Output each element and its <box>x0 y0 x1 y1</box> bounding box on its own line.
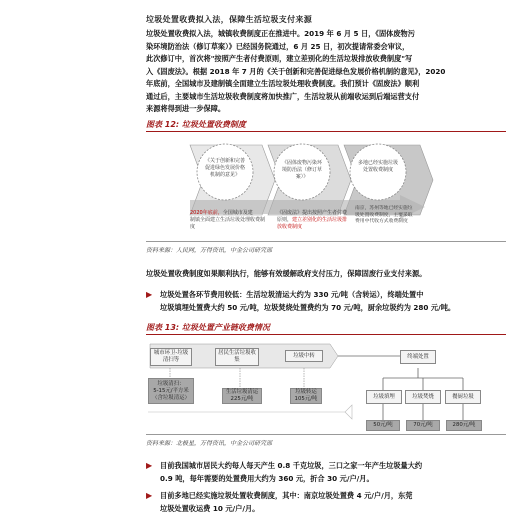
node-kitchen: 餐厨垃圾 <box>445 390 481 404</box>
bullet-marker: ▶ <box>146 461 153 470</box>
bullet-1-line: 垃圾处置各环节费用较低：生活垃圾清运大约为 330 元/吨（含转运），终端处置中 <box>160 290 424 299</box>
note-2-red-a: 建立差别化的 <box>292 217 323 223</box>
bullet-3 <box>160 490 510 515</box>
figure-13-bottom-rule <box>146 434 506 435</box>
note-1-text-a: 全国城市及建 <box>222 210 253 216</box>
bullet-2 <box>160 460 510 485</box>
note-3-text-b: 中代收方式收费制度 <box>364 219 408 224</box>
section-heading: 垃圾处置收费拟入法，保障生活垃圾支付来源 <box>146 15 312 24</box>
node-resident: 居民生活垃圾收集 <box>215 348 259 366</box>
fee-kitchen: 280元/吨 <box>446 420 482 431</box>
step-3-label: 多地已经实施垃圾处置收费制度 <box>357 160 398 173</box>
bullet-3-line: 垃圾处置收运费 10 元/户/月。 <box>160 503 260 513</box>
step-2-label: 《固体废物污染环境防治法（修订草案）》 <box>281 160 322 180</box>
node-collect: 城市环卫-垃圾清扫等 <box>150 348 192 366</box>
fee-cleaning <box>148 378 194 404</box>
figure-13-source: 资料来源：北极星，万得资讯，中金公司研究部 <box>146 440 273 447</box>
paragraph-line: 入《固废法》。根据 2018 年 7 月的《关于创新和完善促进绿色发展价格机制的意见》，2020 <box>146 66 446 76</box>
fee-cleaning-line: 5-15元/平方米 <box>153 387 189 394</box>
fee-cleaning-line: 垃圾清扫： <box>157 380 185 387</box>
paragraph-line: 染环境防治法（修订草案）》已经国务院通过，6 月 25 日，初次提请常委会审议， <box>146 41 410 51</box>
node-transfer: 垃圾中转 <box>285 350 323 362</box>
bullet-marker: ▶ <box>146 290 153 299</box>
fee-cleaning-line: （含垃圾清运） <box>152 394 190 401</box>
fee-collect-line: 生活垃圾清运 <box>225 389 259 395</box>
figure-12-title: 图表 12: 垃圾处置收费制度 <box>146 120 246 129</box>
fee-transfer <box>290 388 322 404</box>
node-incinerate: 垃圾焚烧 <box>405 390 441 404</box>
note-1-red: 2020年底前， <box>190 210 223 216</box>
bullet-1-line: 垃圾填埋处置费大约 50 元/吨，垃圾焚烧处置费约为 70 元/吨，厨余垃圾约为 280 元/吨。 <box>160 302 456 312</box>
note-1-text-b: 制镇全面建立生活垃 <box>190 217 236 223</box>
bullet-2-line: 目前我国城市居民大约每人每天产生 0.8 千克垃圾，三口之家一年产生垃圾量大约 <box>160 461 423 470</box>
fee-landfill: 50元/吨 <box>366 420 400 431</box>
figure-12-source: 资料来源：人民网，万得资讯，中金公司研究部 <box>146 247 273 254</box>
summary-paragraph: 垃圾处置收费制度如果顺利执行，能够有效缓解政府支付压力，保障固废行业支付来源。 <box>146 269 427 278</box>
note-3-text-a: 南京，苏州等地已经实施垃圾处置收费制度，主要采取费用 <box>355 206 413 224</box>
bullet-2-line: 0.9 吨，每年需要的处置费用大约为 360 元，折合 30 元/户/月。 <box>160 473 374 483</box>
figure-13-title: 图表 13: 垃圾处置产业链收费情况 <box>146 323 270 332</box>
fee-collect <box>222 388 262 404</box>
node-landfill: 垃圾填埋 <box>366 390 402 404</box>
paragraph-line: 年底前，全国城市及建制镇全面建立生活垃圾处理收费制度。我们预计《固废法》顺利 <box>146 79 420 88</box>
paragraph-line: 垃圾处置收费拟入法，城镇收费制度正在推进中。2019 年 6 月 5 日，《固体废物污 <box>146 29 415 38</box>
bullet-3-line: 目前多地已经实施垃圾处置收费制度，其中：南京垃圾处置费 4 元/户/月，东莞 <box>160 491 413 500</box>
fee-transfer-line: 105元/吨 <box>294 396 318 402</box>
node-terminal: 终端处置 <box>400 350 436 364</box>
bottom-flow-arrow <box>148 405 352 419</box>
fee-transfer-line: 垃圾转运 <box>295 389 317 395</box>
fee-incinerate: 70元/吨 <box>406 420 440 431</box>
paragraph-line: 来源将得到进一步保障。 <box>146 104 226 113</box>
note-2-text: 《固废法》提出按照产生者付费原则， <box>277 210 348 223</box>
note-2-red-b: 生活垃圾排放收费制度 <box>277 217 348 230</box>
bullet-marker: ▶ <box>146 491 153 500</box>
paragraph-line: 此次修订中，首次将"按照产生者付费原则，建立差别化的生活垃圾排放收费制度"写 <box>146 54 413 63</box>
note-1-text-c: 圾处理收费制度 <box>190 217 266 230</box>
paragraph-line: 通过后，主要城市生活垃圾收费制度将加快推广，生活垃圾从前端收运到后端运营支付 <box>146 91 420 101</box>
fee-collect-line: 225元/吨 <box>230 396 254 402</box>
step-1-label: 《关于创新和完善促进绿色发展价格机制的意见》 <box>204 158 245 178</box>
